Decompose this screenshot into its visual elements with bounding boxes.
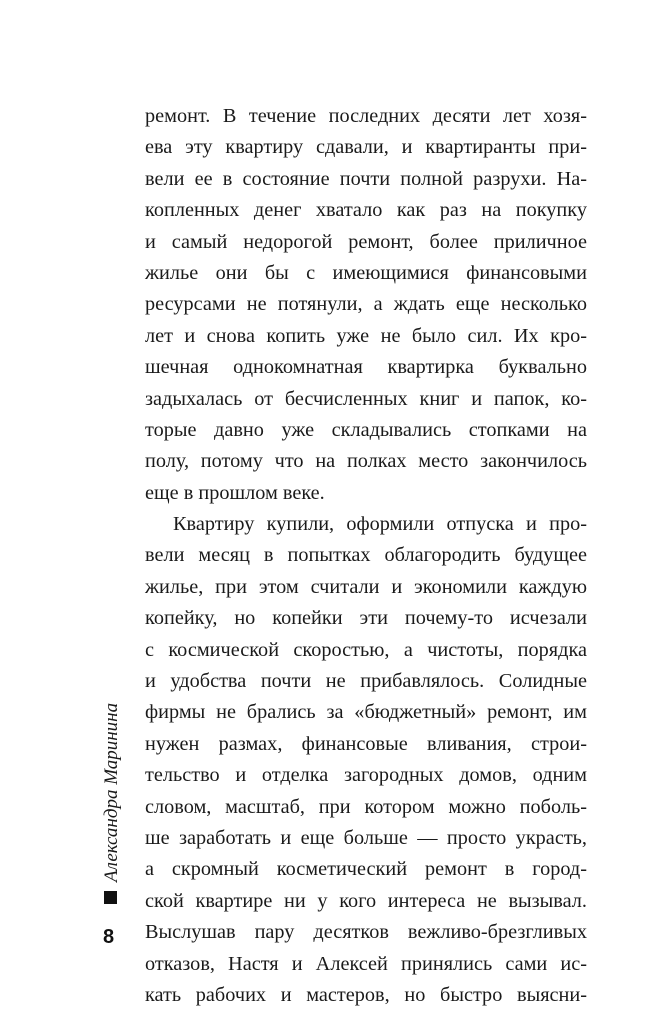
body-text (145, 101, 587, 1011)
text-line: словом, масштаб, при котором можно поболь- (145, 795, 587, 818)
text-line: задыхалась от бесчисленных книг и папок, ко- (145, 387, 587, 410)
text-line: вели ее в состояние почти полной разрухи. На- (145, 167, 587, 190)
page-number: 8 (103, 926, 115, 948)
text-line: вели месяц в попытках облагородить будущее (145, 544, 587, 567)
text-line: Выслушав пару десятков вежливо-брезгливых (145, 921, 587, 944)
text-line: еще в прошлом веке. (145, 481, 325, 504)
text-line: нужен размах, финансовые вливания, строи- (145, 732, 587, 755)
text-line: ше заработать и еще больше — просто украсть, (145, 826, 587, 849)
square-marker-icon (104, 891, 117, 904)
text-line: фирмы не брались за «бюджетный» ремонт, им (145, 701, 587, 724)
text-line: ресурсами не потянули, а ждать еще несколько (145, 293, 587, 316)
text-line: шечная однокомнатная квартирка буквально (145, 356, 587, 379)
text-line: торые давно уже складывались стопками на (145, 418, 587, 441)
text-line: копленных денег хватало как раз на покупку (145, 199, 587, 222)
text-line: лет и снова копить уже не было сил. Их кро- (145, 324, 587, 347)
text-line: ева эту квартиру сдавали, и квартиранты при- (145, 136, 587, 159)
text-line: кать рабочих и мастеров, но быстро выясни- (145, 983, 587, 1006)
text-line: полу, потому что на полках место закончилось (145, 450, 587, 473)
text-line: Квартиру купили, оформили отпуска и про- (173, 513, 587, 536)
text-line: отказов, Настя и Алексей принялись сами ис- (145, 952, 587, 975)
text-line: ремонт. В течение последних десяти лет хозя- (145, 105, 587, 127)
text-line: и самый недорогой ремонт, более приличное (145, 230, 587, 253)
text-line: ской квартире ни у кого интереса не вызывал. (145, 889, 587, 912)
text-line: а скромный косметический ремонт в город- (145, 858, 587, 881)
text-line: и удобства почти не прибавлялось. Солидные (145, 670, 587, 693)
text-line: с космической скоростью, а чистоты, порядка (145, 638, 587, 661)
text-line: копейку, но копейки эти почему-то исчезали (145, 607, 587, 630)
text-line: жилье, при этом считали и экономили каждую (145, 575, 587, 598)
text-line: тельство и отделка загородных домов, одним (145, 764, 587, 787)
text-line: жилье они бы с имеющимися финансовыми (145, 261, 587, 284)
author-running-head: Александра Маринина (101, 702, 122, 882)
